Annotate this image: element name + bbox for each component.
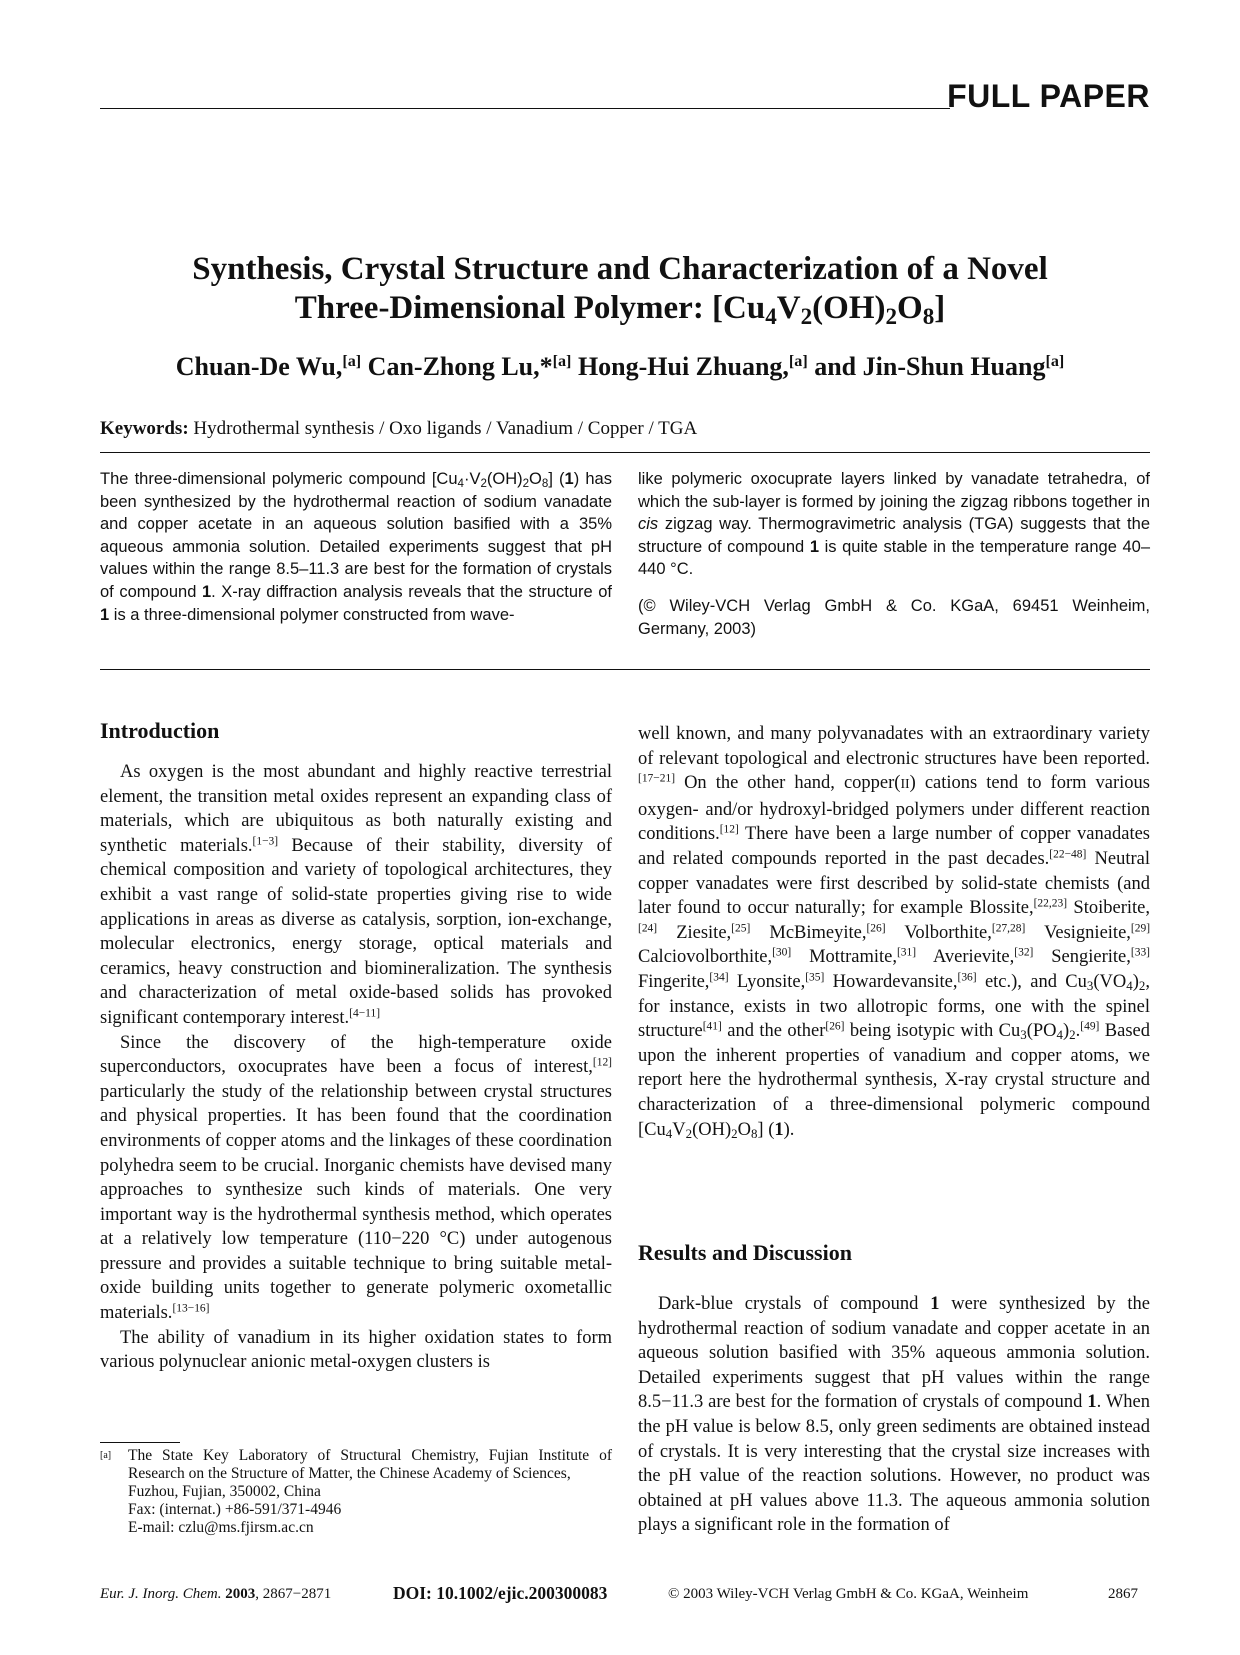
page-number: 2867 xyxy=(1108,1586,1138,1602)
body-paragraph: Dark-blue crystals of compound 1 were synthesized by the hydrothermal reaction of sodium vanadate and copper acetate in an aqueous solution basified with 35% aqueous ammonia solution. Detailed experiments suggest that pH values within the range 8.5−11.3 are best for the formation of crystals of compound 1. When the pH value is below 8.5, only green sediments are obtained instead of crystals. It is very interesting that the crystal size increases with the pH value of the reaction solutions. However, no product was obtained at pH values above 11.3. The aqueous ammonia solution plays a significant role in the formation of xyxy=(638,1294,1150,1536)
footnote-rule xyxy=(100,1442,180,1443)
body-paragraph: well known, and many polyvanadates with an extraordinary variety of relevant topological and electronic structures have been reported.[17−21] On the other hand, copper(II) cations tend to form various oxygen- and/or hydroxyl-bridged polymers under different reaction conditions.[12] There have been a large number of copper vanadates and related compounds reported in the past decades.[22−48] Neutral copper vanadates were first described by solid-state chemists (and later found to occur naturally; for example Blossite,[22,23] Stoiberite,[24] Ziesite,[25] McBimeyite,[26] Volborthite,[27,28] Vesignieite,[29] Calciovolborthite,[30] Mottramite,[31] Averievite,[32] Sengierite,[33] Fingerite,[34] Lyonsite,[35] Howardevansite,[36] etc.), and $Cu_3(VO_4)_2$, for instance, exists in two allotropic forms, one with the spinel structure[41] and the other[26] being isotypic with $Cu_3(PO_4)_2.[49]$ Based upon the inherent properties of vanadium and copper atoms, we report here the hydrothermal synthesis, X-ray crystal structure and characterization of a three-dimensional polymeric compound $[Cu_4V_2(OH)_2O_8]$ (1). xyxy=(638,724,1151,1141)
body-paragraph: Since the discovery of the high-temperature oxide superconductors, oxocuprates have been a focus of interest,[12] particularly the study of the relationship between crystal structures and physical properties. It has been found that the coordination environments of copper atoms and the linkages of these coordination polyhedra seem to be crucial. Inorganic chemists have devised many approaches to synthesize such kinds of materials. One very important way is the hydrothermal synthesis method, which operates at a relatively low temperature (110−220 °C) under autogenous pressure and provides a suitable technique to bring suitable metal-oxide building units together to generate polymeric oxometallic materials.[13−16] xyxy=(100,1032,612,1324)
section-heading-introduction: Introduction xyxy=(100,718,220,743)
body-left-column xyxy=(100,760,612,1375)
footer-doi[interactable]: DOI: 10.1002/ejic.200300083 xyxy=(393,1583,608,1603)
footnote-mark: [a] xyxy=(100,1450,112,1461)
abstract-paragraph: The three-dimensional polymeric compound $[Cu_4\cdot V_2(OH)_2O_8]$ (1) has been synthesized by the hydrothermal reaction of sodium vanadate and copper acetate in an aqueous solution basified with a 35% aqueous ammonia solution. Detailed experiments suggest that pH values within the range 8.5–11.3 are best for the formation of crystals of compound 1. X-ray diffraction analysis reveals that the structure of 1 is a three-dimensional polymer constructed from wave- xyxy=(100,470,613,624)
section-heading-results: Results and Discussion xyxy=(638,1240,852,1265)
footer-copyright: © 2003 Wiley-VCH Verlag GmbH & Co. KGaA, Weinheim xyxy=(668,1586,1029,1602)
running-header-label: FULL PAPER xyxy=(947,78,1150,114)
author-name: Chuan-De Wu, xyxy=(175,352,343,381)
affiliation-footnote: [a] The State Key Laboratory of Structural Chemistry, Fujian Institute of Research on the Structure of Matter, the Chinese Academy of Sciences, Fuzhou, Fujian, 350002, China Fax: (internat.) +86-591/371-4946 E-mail: czlu@ms.fjirsm.ac.cn xyxy=(100,1447,612,1536)
contact-email: E-mail: czlu@ms.fjirsm.ac.cn xyxy=(128,1519,314,1536)
body-right-column xyxy=(638,722,1150,1142)
body-paragraph: The ability of vanadium in its higher oxidation states to form various polynuclear anionic metal-oxygen clusters is xyxy=(100,1327,612,1373)
title-line-2: Three-Dimensional Polymer: $[Cu_4V_2(OH)_2O_8]$ xyxy=(294,290,946,329)
author-name: Hong-Hui Zhuang, xyxy=(577,352,789,381)
results-column xyxy=(638,1292,1150,1538)
abstract-right-column xyxy=(638,468,1150,640)
article-title xyxy=(100,250,1140,328)
title-line-1: Synthesis, Crystal Structure and Characterization of a Novel xyxy=(192,251,1048,287)
author-list: Chuan-De Wu,[a] Can-Zhong Lu,*[a] Hong-Hui Zhuang,[a] and Jin-Shun Huang[a] xyxy=(175,352,1065,381)
abstract-top-rule xyxy=(100,452,1150,453)
body-paragraph: As oxygen is the most abundant and highly reactive terrestrial element, the transition metal oxides represent an expanding class of materials, which are ubiquitous as both naturally existing and synthetic materials.[1−3] Because of their stability, diversity of chemical composition and variety of topological architectures, they exhibit a vast range of solid-state properties giving rise to wide applications in areas as diverse as catalysis, sorption, ion-exchange, molecular electronics, energy storage, optical materials and ceramics, heavy construction and biomineralization. The synthesis and characterization of metal oxide-based solids has provoked significant contemporary interest.[4−11] xyxy=(100,762,612,1028)
footer-citation: Eur. J. Inorg. Chem. 2003, 2867−2871 xyxy=(100,1586,332,1602)
header-rule xyxy=(100,108,950,109)
keywords: Keywords: Hydrothermal synthesis / Oxo ligands / Vanadium / Copper / TGA xyxy=(100,418,698,439)
author-name: Jin-Shun Huang xyxy=(862,352,1046,381)
abstract-left-column xyxy=(100,468,612,626)
author-name: Can-Zhong Lu,* xyxy=(367,352,553,381)
abstract-bottom-rule xyxy=(100,669,1150,670)
copyright-note: (© Wiley-VCH Verlag GmbH & Co. KGaA, 69451 Weinheim, Germany, 2003) xyxy=(638,596,1150,638)
abstract-paragraph: like polymeric oxocuprate layers linked by vanadate tetrahedra, of which the sub-layer is formed by joining the zigzag ribbons together in cis zigzag way. Thermogravimetric analysis (TGA) suggests that the structure of compound 1 is quite stable in the temperature range 40–440 °C. xyxy=(638,470,1150,579)
